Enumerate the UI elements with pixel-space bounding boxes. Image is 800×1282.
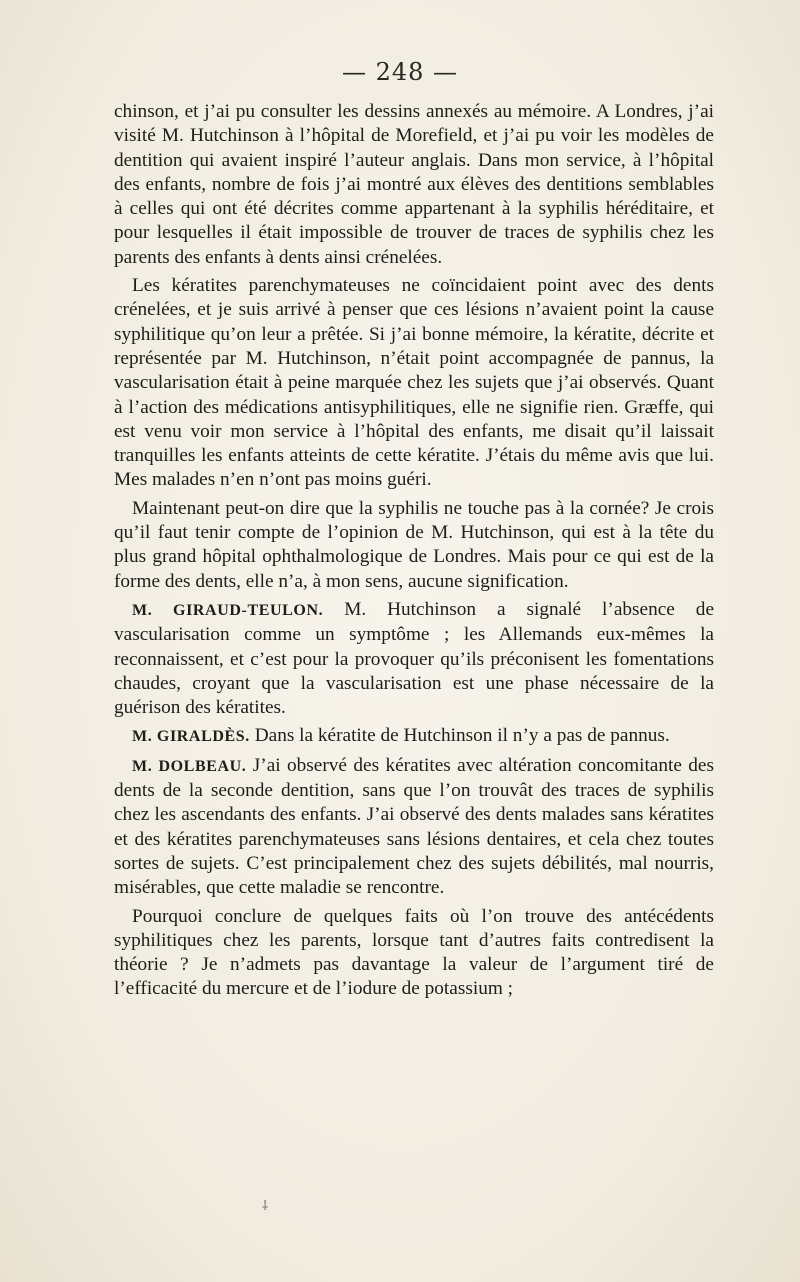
paragraph [114,905,714,1002]
paragraph [114,274,714,493]
speaker-name: M. GIRAUD-TEULON. [132,601,324,619]
paragraph [114,497,714,594]
paragraph-text: Pourquoi conclure de quelques faits où l’on trouve des antécédents syphilitiques chez les parents, lorsque tant d’autres faits contredisent la théorie ? Je n’admets pas davantage la valeur de l’argument tiré de l’efficacité du mercure et de l’iodure de potassium ; [114,905,714,1000]
paragraph-text: chinson, et j’ai pu consulter les dessins annexés au mémoire. A Londres, j’ai visité M. Hutchinson à l’hôpital de Morefield, et j’ai pu voir les modèles de dentition qui avaient inspiré l’auteur anglais. Dans mon service, à l’hôpital des enfants, nombre de fois j’ai montré aux élèves des dentitions semblables à celles qui ont été décrites comme appartenant à la syphilis héréditaire, et pour lesquelles il était impossible de trouver de traces de syphilis chez les parents des enfants à dents ainsi crénelées. [114,101,714,268]
paragraph-speaker-giraud-teulon [114,598,714,720]
paragraph-speaker-giraldes [114,724,714,749]
page-number: — 248 — [341,58,459,86]
speaker-name: M. DOLBEAU. [132,757,247,775]
paragraph-text: Les kératites parenchymateuses ne coïncidaient point avec des dents crénelées, et je suis arrivé à penser que ces lésions n’avaient point la cause syphilitique qu’on leur a prêtée. Si j’ai bonne mémoire, la kératite, décrite et représentée par M. Hutchinson, n’était point accompagnée de pannus, la vascularisation était à peine marquée chez les sujets que j’ai observés. Quant à l’action des médications antisyphilitiques, elle ne signifie rien. Græffe, qui est venu voir mon service à l’hôpital des enfants, me disait qu’il laissait tranquilles les enfants atteints de cette kératite. J’étais du même avis que lui. Mes malades n’en n’ont pas moins guéri. [114,275,714,491]
speaker-name: M. GIRALDÈS. [132,728,250,746]
paragraph-text: Maintenant peut-on dire que la syphilis ne touche pas à la cornée? Je crois qu’il faut tenir compte de l’opinion de M. Hutchinson, qui est à la tête du plus grand hôpital ophthalmologique de Londres. Mais pour ce qui est de la forme des dents, elle n’a, à mon sens, aucune signification. [114,497,714,592]
paragraph-speaker-dolbeau [114,754,714,901]
paragraph-continuation [114,100,714,270]
paragraph-text: J’ai observé des kératites avec altération concomitante des dents de la seconde dentition, sans que l’on trouvât des traces de syphilis chez les ascendants des enfants. J’ai observé des dents malades sans kératites et des kératites parenchymateuses sans lésions dentaires, et cela chez toutes sortes de sujets. C’est principalement chez des sujets débilités, mal nourris, misérables, que cette maladie se rencontre. [114,754,714,899]
paragraph-text: M. Hutchinson a signalé l’absence de vascularisation comme un symptôme ; les Allemands eux-mêmes la reconnaissent, et c’est pour la provoquer qu’ils préconisent les fomentations chaudes, croyant que la vascularisation est une phase nécessaire de la guérison des kératites. [114,598,715,719]
ink-speck-mark: ⸸ [262,1199,269,1214]
paragraph-text: Dans la kératite de Hutchinson il n’y a pas de pannus. [254,725,670,747]
body-text [114,100,714,1006]
